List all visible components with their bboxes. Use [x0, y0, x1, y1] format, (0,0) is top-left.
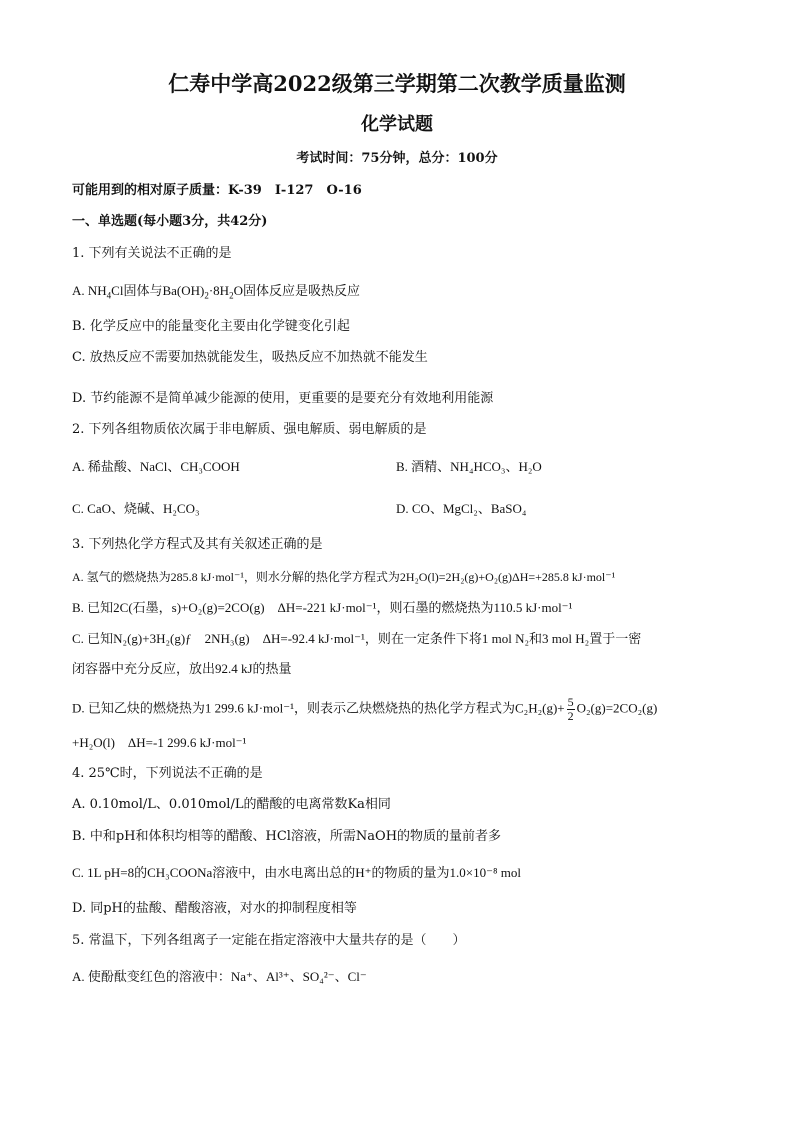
q4-stem: 4. 25℃时，下列说法不正确的是 [72, 766, 263, 781]
q3-option-d-line2: +H₂O(l) ΔH=-1 299.6 kJ·mol⁻¹ [72, 735, 247, 750]
exam-info: 考试时间：75分钟，总分：100分 [296, 151, 498, 166]
q4-option-a: A. 0.10mol/L、0.010mol/L的醋酸的电离常数Ka相同 [72, 797, 391, 812]
q3-d-text: D. 已知乙炔的燃烧热为1 299.6 kJ·mol⁻¹，则表示乙炔燃烧热的热化学方程式为C₂H₂(g)+ [72, 700, 565, 716]
school-title: 仁寿中学高2022级第三学期第二次教学质量监测 [168, 71, 626, 96]
q3-option-b: B. 已知2C(石墨，s)+O₂(g)=2CO(g) ΔH=-221 kJ·mol⁻¹，则石墨的燃烧热为110.5 kJ·mol⁻¹ [72, 600, 573, 615]
q2-option-b: B. 酒精、NH₄HCO₃、H₂O [396, 459, 542, 474]
q2-option-a: A. 稀盐酸、NaCl、CH₃COOH [72, 459, 240, 474]
q1-stem: 1. 下列有关说法不正确的是 [72, 246, 232, 261]
q3-option-c-line2: 闭容器中充分反应，放出92.4 kJ的热量 [72, 661, 292, 676]
q1-a-prefix: A. NH [72, 283, 107, 298]
q3-d-frac-den: 2 [567, 709, 574, 723]
q1-option-a: A. $NH_4Cl$固体与$Ba(OH)_2\cdot 8H_2O$固体反应是吸热反应 [72, 283, 360, 301]
q1-option-c: C. 放热反应不需要加热就能发生，吸热反应不加热就不能发生 [72, 350, 428, 365]
q4-option-c: C. 1L pH=8的CH₃COONa溶液中，由水电离出总的H⁺的物质的量为1.0×10⁻⁸ mol [72, 865, 521, 880]
q5-stem: 5. 常温下，下列各组离子一定能在指定溶液中大量共存的是（ ） [72, 933, 466, 948]
q4-option-b: B. 中和pH和体积均相等的醋酸、HCl溶液，所需NaOH的物质的量前者多 [72, 829, 502, 844]
q3-stem: 3. 下列热化学方程式及其有关叙述正确的是 [72, 537, 323, 552]
subject-title: 化学试题 [361, 114, 433, 135]
q3-d-fraction [567, 696, 575, 723]
atomic-masses: 可能用到的相对原子质量：K-39 I-127 O-16 [72, 183, 362, 198]
q4-option-d: D. 同pH的盐酸、醋酸溶液，对水的抑制程度相等 [72, 901, 357, 916]
q1-option-d: D. 节约能源不是简单减少能源的使用，更重要的是要充分有效地利用能源 [72, 391, 494, 406]
q2-stem: 2. 下列各组物质依次属于非电解质、强电解质、弱电解质的是 [72, 422, 427, 437]
q3-option-d-line1 [72, 696, 657, 723]
q3-d-tail: O₂(g)=2CO₂(g) [576, 700, 658, 716]
q3-option-a: A. 氢气的燃烧热为285.8 kJ·mol⁻¹，则水分解的热化学方程式为2H₂O(l)=2H₂(g)+O₂(g)ΔH=+285.8 kJ·mol⁻¹ [72, 570, 616, 584]
q2-option-c: C. CaO、烧碱、H₂CO₃ [72, 501, 200, 516]
section-heading: 一、单选题(每小题3分，共42分) [72, 214, 268, 229]
q3-d-frac-num: 5 [567, 695, 574, 709]
q1-option-b: B. 化学反应中的能量变化主要由化学键变化引起 [72, 319, 350, 334]
q1-a-text: 固体反应是吸热反应 [242, 283, 360, 298]
q2-option-d: D. CO、MgCl₂、BaSO₄ [396, 501, 527, 516]
q5-option-a: A. 使酚酞变红色的溶液中：Na⁺、Al³⁺、SO₄²⁻、Cl⁻ [72, 969, 367, 984]
q3-option-c-line1: C. 已知N₂(g)+3H₂(g)ƒ 2NH₃(g) ΔH=-92.4 kJ·mol⁻¹，则在一定条件下将1 mol N₂和3 mol H₂置于一密 [72, 631, 642, 646]
